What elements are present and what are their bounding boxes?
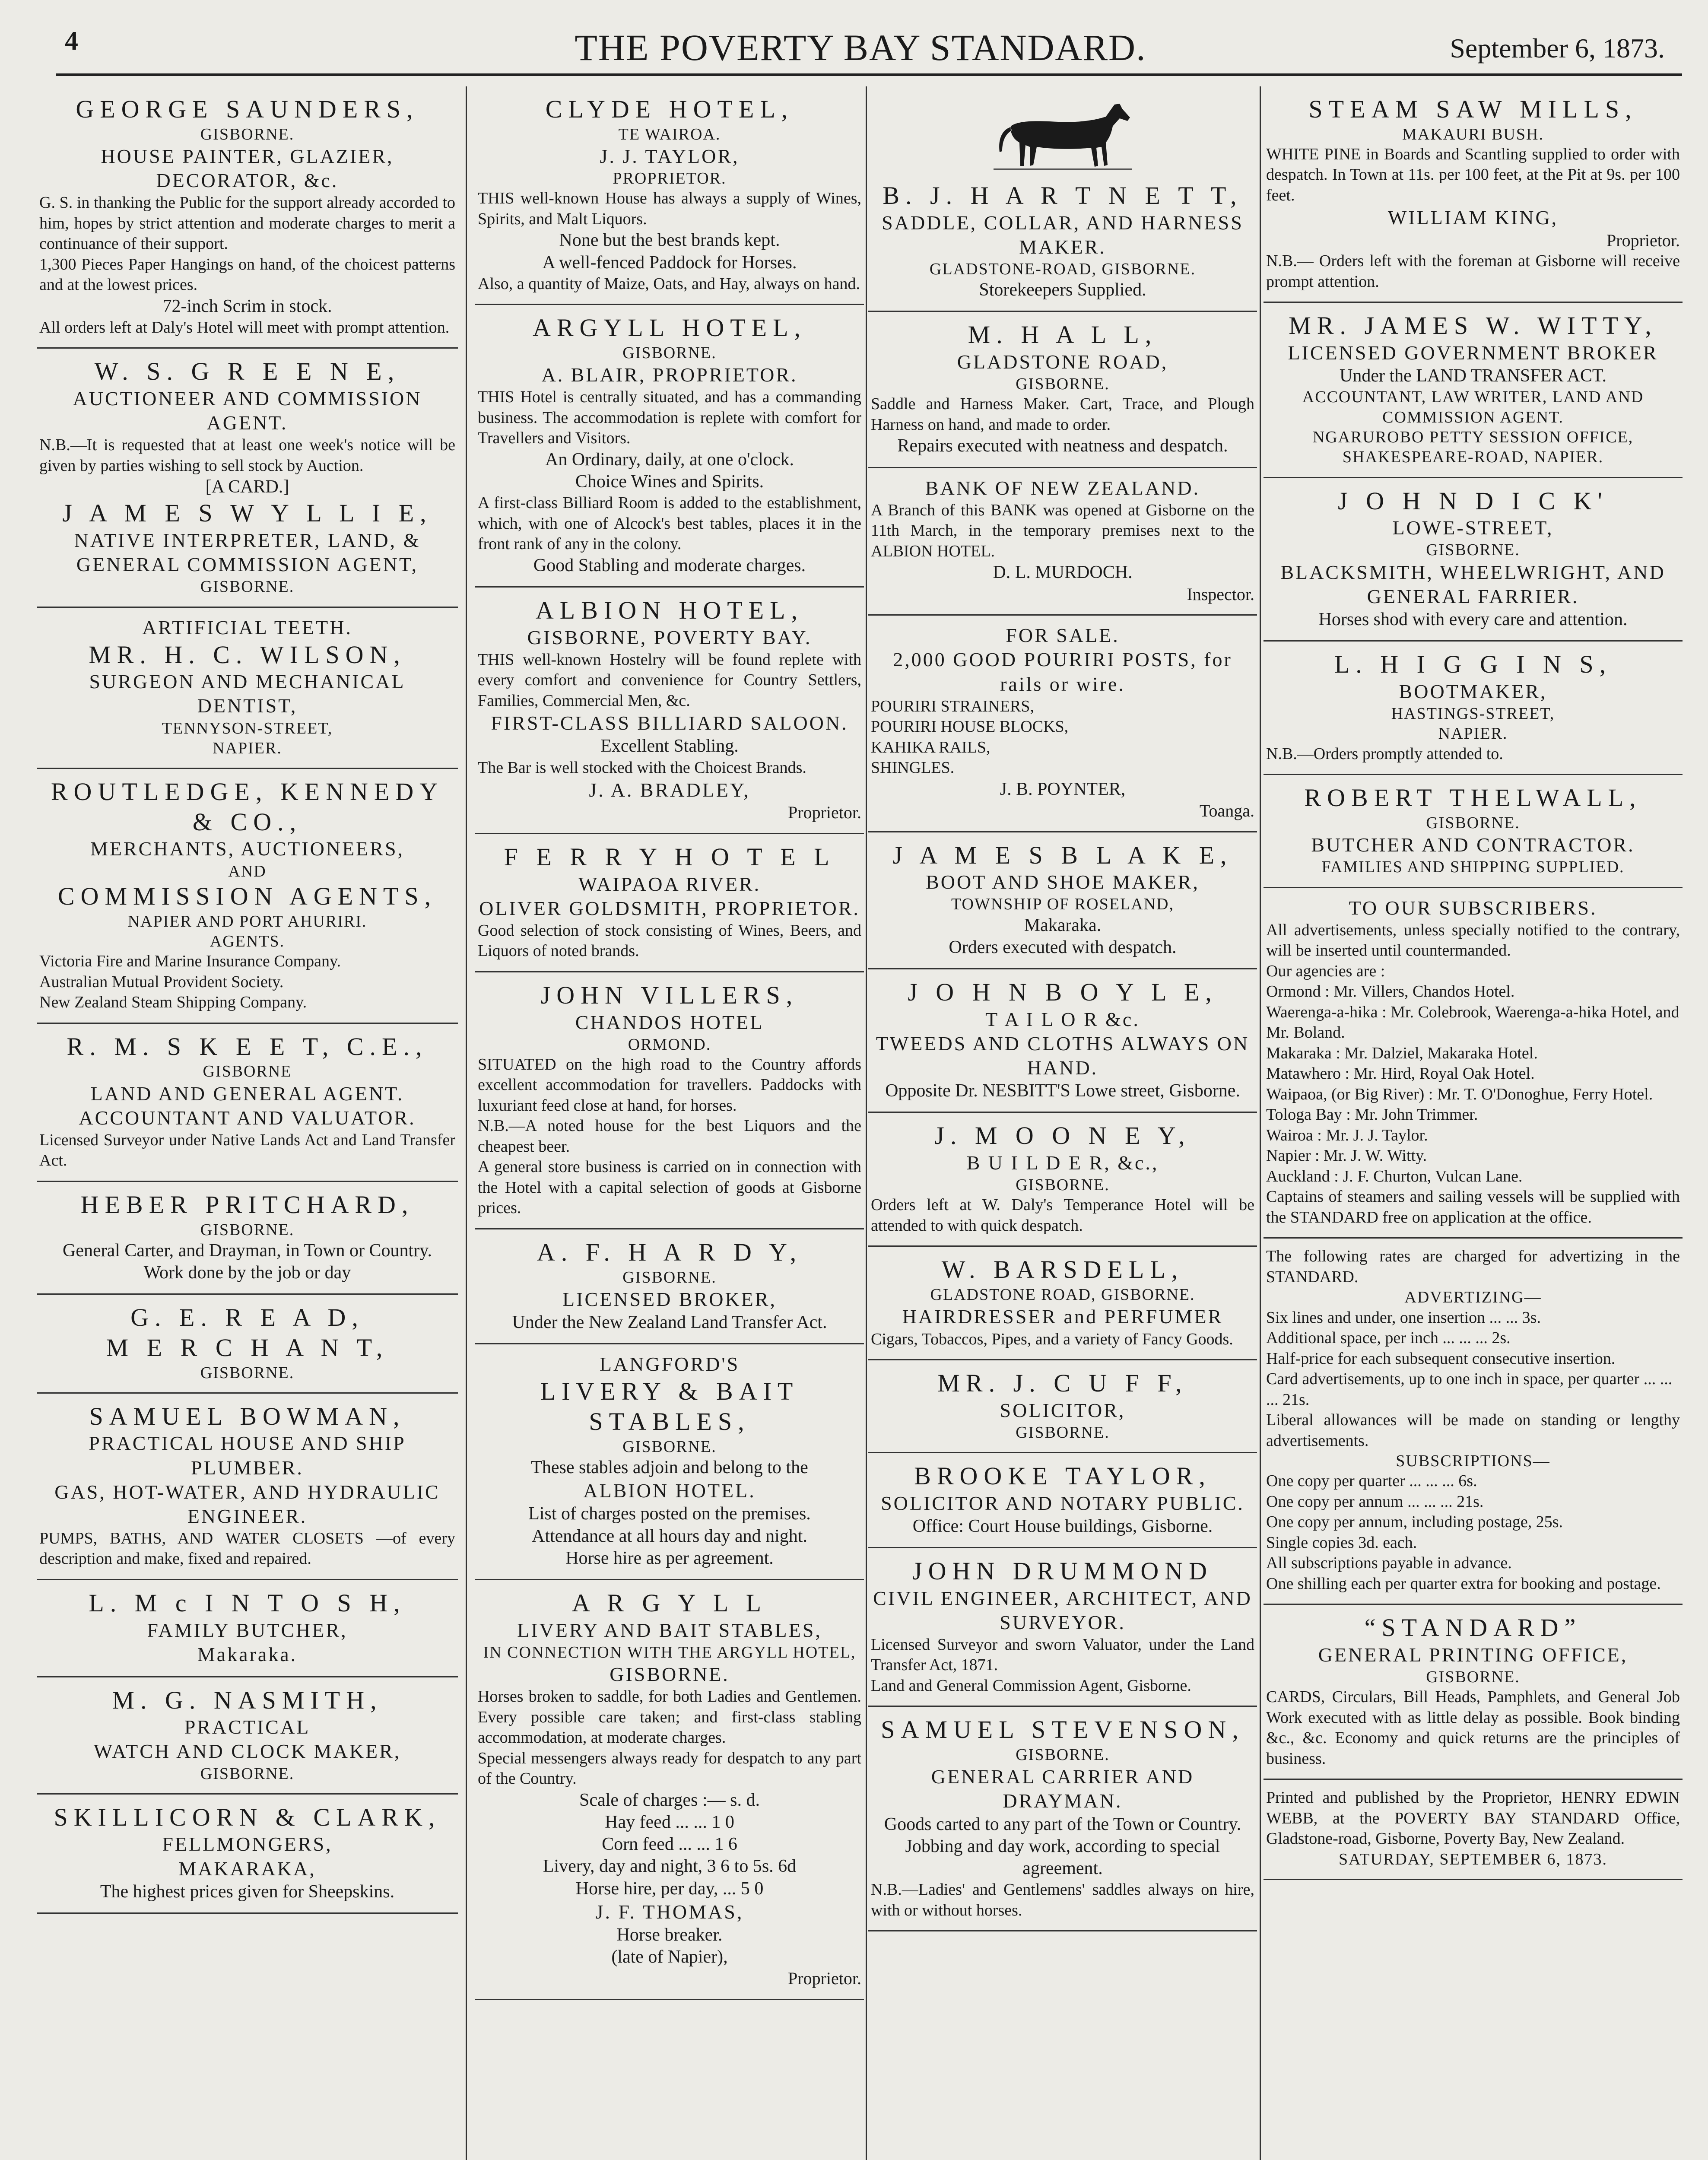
ad-line: Work done by the job or day: [143, 1263, 351, 1283]
ad-line: J. M O O N E Y,: [934, 1121, 1191, 1150]
ad-line: GISBORNE.: [622, 1268, 717, 1286]
ad-line: LOWE-STREET,: [1392, 517, 1554, 539]
advertisement: [475, 1344, 864, 1580]
ad-line: N.B.—It is requested that at least one week's notice will be given by parties wishing to sell stock by Auction.: [39, 436, 455, 475]
ad-line: NAPIER.: [213, 739, 282, 757]
ad-line: Card advertisements, up to one inch in space, per quarter ... ... ... 21s.: [1266, 1370, 1673, 1409]
ad-line: “STANDARD”: [1364, 1614, 1582, 1642]
ad-line: An Ordinary, daily, at one o'clock.: [545, 449, 794, 470]
ad-line: WAIPAOA RIVER.: [578, 873, 761, 895]
ad-line: Proprietor.: [1606, 230, 1680, 250]
ad-line: Saddle and Harness Maker. Cart, Trace, and Plough Harness on hand, and made to order.: [871, 395, 1254, 434]
ad-line: J O H N B O Y L E,: [908, 978, 1218, 1007]
ad-line: ADVERTIZING—: [1404, 1288, 1542, 1307]
advertisement: [868, 1707, 1257, 1931]
ad-line: Horse hire, per day, ... 5 0: [575, 1878, 764, 1899]
ad-line: Makaraka : Mr. Dalziel, Makaraka Hotel.: [1266, 1044, 1538, 1062]
ad-line: GLADSTONE-ROAD, GISBORNE.: [929, 260, 1196, 278]
ad-line: SATURDAY, SEPTEMBER 6, 1873.: [1339, 1850, 1607, 1868]
ad-line: FAMILIES AND SHIPPING SUPPLIED.: [1321, 858, 1625, 877]
ad-line: Six lines and under, one insertion ... ... 3s.: [1266, 1308, 1541, 1327]
ad-line: LIVERY & BAIT STABLES,: [540, 1377, 799, 1436]
ad-line: GLADSTONE ROAD,: [957, 351, 1168, 373]
ad-line: These stables adjoin and belong to the: [531, 1457, 808, 1477]
ad-line: HAIRDRESSER and PERFUMER: [902, 1306, 1223, 1328]
ad-line: SITUATED on the high road to the Country affords excellent accommodation for travellers. Paddocks with luxuriant feed close at hand, for horses.: [478, 1055, 861, 1115]
ad-line: Special messengers always ready for despatch to any part of the Country.: [478, 1749, 861, 1788]
column-1: [37, 86, 458, 2160]
ad-line: SURGEON AND MECHANICAL DENTIST,: [89, 670, 406, 717]
advertisement: [475, 834, 864, 972]
advertisement: [37, 769, 458, 1023]
column-divider: [1260, 86, 1261, 2160]
ad-line: MR. JAMES W. WITTY,: [1289, 311, 1657, 340]
ad-line: All subscriptions payable in advance.: [1266, 1554, 1512, 1572]
ad-line: Single copies 3d. each.: [1266, 1533, 1417, 1552]
ad-line: Hay feed ... ... 1 0: [605, 1812, 734, 1832]
ad-line: Ormond : Mr. Villers, Chandos Hotel.: [1266, 982, 1515, 1001]
ad-line: J O H N D I C K': [1338, 486, 1608, 515]
ad-line: NGARUROBO PETTY SESSION OFFICE,: [1312, 428, 1634, 447]
ad-line: ROBERT THELWALL,: [1304, 784, 1642, 812]
ad-line: SAMUEL STEVENSON,: [881, 1715, 1244, 1744]
ad-line: BLACKSMITH, WHEELWRIGHT, AND GENERAL FARRIER.: [1280, 561, 1666, 607]
ad-line: TOWNSHIP OF ROSELAND,: [951, 895, 1174, 914]
ad-line: LICENSED GOVERNMENT BROKER: [1288, 341, 1658, 364]
ad-line: GISBORNE.: [622, 1437, 717, 1456]
ad-line: Under the New Zealand Land Transfer Act.: [512, 1312, 827, 1333]
ad-line: MERCHANTS, AUCTIONEERS,: [90, 838, 405, 860]
ad-line: L. H I G G I N S,: [1334, 650, 1612, 679]
ad-line: SKILLICORN & CLARK,: [54, 1803, 441, 1831]
ad-line: M E R C H A N T,: [106, 1333, 389, 1362]
ad-line: Proprietor.: [788, 1969, 861, 1988]
ad-line: SHAKESPEARE-ROAD, NAPIER.: [1342, 448, 1604, 467]
ad-line: ORMOND.: [628, 1035, 711, 1054]
advertisement: [475, 588, 864, 834]
advertisement: [868, 832, 1257, 970]
ad-line: Tologa Bay : Mr. John Trimmer.: [1266, 1105, 1478, 1124]
advertisement: [37, 608, 458, 769]
ad-line: MR. H. C. WILSON,: [89, 640, 406, 669]
ad-line: TO OUR SUBSCRIBERS.: [1349, 896, 1597, 919]
ad-line: None but the best brands kept.: [559, 230, 780, 251]
ad-line: B. J. H A R T N E T T,: [883, 181, 1243, 210]
ad-line: J. F. THOMAS,: [595, 1900, 744, 1923]
advertisement: [37, 1182, 458, 1295]
ad-line: Matawhero : Mr. Hird, Royal Oak Hotel.: [1266, 1064, 1535, 1083]
ad-line: LAND AND GENERAL AGENT.: [90, 1082, 404, 1105]
ad-line: BOOTMAKER,: [1399, 680, 1547, 702]
ad-line: Scale of charges :— s. d.: [579, 1790, 760, 1810]
advertisement: [37, 86, 458, 349]
ad-line: JOHN VILLERS,: [540, 981, 799, 1009]
ad-line: J. J. TAYLOR,: [600, 145, 740, 167]
ad-line: MAKARAKA,: [178, 1857, 316, 1880]
ad-line: HOUSE PAINTER, GLAZIER, DECORATOR, &c.: [101, 145, 394, 192]
advertisement: [1264, 1239, 1683, 1605]
ad-line: WILLIAM KING,: [1387, 206, 1559, 229]
advertisement: [37, 1024, 458, 1182]
page-header: [30, 9, 1691, 73]
ad-line: Opposite Dr. NESBITT'S Lowe street, Gisborne.: [885, 1081, 1240, 1101]
ad-line: Under the LAND TRANSFER ACT.: [1340, 366, 1606, 386]
ad-line: TE WAIROA.: [618, 125, 721, 143]
advertisement: [868, 616, 1257, 832]
advertisement: [1264, 303, 1683, 478]
ad-line: GEORGE SAUNDERS,: [76, 95, 419, 123]
ad-line: BROOKE TAYLOR,: [914, 1462, 1211, 1490]
ad-line: Excellent Stabling.: [600, 736, 739, 756]
ad-line: GISBORNE.: [200, 578, 295, 596]
column-divider: [866, 86, 867, 2160]
ad-line: A general store business is carried on in connection with the Hotel with a capital selection of goods at Gisborne prices.: [478, 1158, 861, 1217]
ad-line: ARGYLL HOTEL,: [532, 314, 807, 342]
column-3: [868, 86, 1257, 2160]
advertisement: [1264, 888, 1683, 1239]
column-divider: [466, 86, 467, 2160]
ad-line: (late of Napier),: [611, 1947, 728, 1967]
advertisement: [37, 1295, 458, 1394]
ad-line: Napier : Mr. J. W. Witty.: [1266, 1147, 1427, 1165]
ad-line: Half-price for each subsequent consecutive insertion.: [1266, 1349, 1616, 1368]
ad-line: Additional space, per inch ... ... ... 2s.: [1266, 1329, 1511, 1347]
ad-line: Office: Court House buildings, Gisborne.: [912, 1516, 1213, 1536]
ad-line: Waipaoa, (or Big River) : Mr. T. O'Donoghue, Ferry Hotel.: [1266, 1085, 1653, 1103]
ad-line: Storekeepers Supplied.: [979, 280, 1146, 300]
ad-line: J A M E S B L A K E,: [892, 841, 1233, 869]
ad-line: Orders executed with despatch.: [949, 937, 1177, 957]
ad-line: Our agencies are :: [1266, 962, 1385, 980]
advertisement: [868, 1453, 1257, 1548]
ad-line: Orders left at W. Daly's Temperance Hotel will be attended to with quick despatch.: [871, 1196, 1254, 1235]
advertisement: [868, 1360, 1257, 1453]
ad-line: SUBSCRIPTIONS—: [1396, 1452, 1550, 1471]
ad-line: Choice Wines and Spirits.: [575, 472, 764, 492]
advertisement: [868, 1113, 1257, 1247]
advertisement: [868, 969, 1257, 1113]
page-number: 4: [65, 26, 78, 56]
ad-line: SOLICITOR AND NOTARY PUBLIC.: [881, 1492, 1244, 1514]
ad-line: W. BARSDELL,: [941, 1255, 1184, 1284]
ad-line: ALBION HOTEL,: [535, 596, 804, 625]
ad-line: GISBORNE.: [1426, 813, 1520, 832]
ad-line: ACCOUNTANT AND VALUATOR.: [79, 1106, 416, 1129]
ad-line: Also, a quantity of Maize, Oats, and Hay, always on hand.: [478, 274, 860, 293]
ad-line: D. L. MURDOCH.: [993, 562, 1133, 583]
ad-line: SOLICITOR,: [1000, 1399, 1126, 1421]
ad-line: GISBORNE: [203, 1062, 292, 1081]
ad-line: PROPRIETOR.: [613, 169, 727, 188]
ad-line: COMMISSION AGENTS,: [57, 882, 437, 910]
ad-line: Makaraka.: [1024, 915, 1102, 935]
ad-line: Wairoa : Mr. J. J. Taylor.: [1266, 1126, 1428, 1144]
advertisement: [868, 468, 1257, 616]
ad-line: N.B.—A noted house for the best Liquors and the cheapest beer.: [478, 1117, 861, 1156]
ad-line: TENNYSON-STREET,: [162, 719, 333, 737]
ad-line: NAPIER AND PORT AHURIRI.: [127, 912, 367, 931]
ad-line: Waerenga-a-hika : Mr. Colebrook, Waerenga-a-hika Hotel, and Mr. Boland.: [1266, 1003, 1679, 1042]
ad-line: HEBER PRITCHARD,: [80, 1190, 414, 1219]
ad-line: Good selection of stock consisting of Wines, Beers, and Liquors of noted brands.: [478, 921, 861, 960]
ad-line: Attendance at all hours day and night.: [532, 1526, 807, 1546]
ad-line: AUCTIONEER AND COMMISSION AGENT.: [73, 388, 422, 434]
ad-line: Horses broken to saddle, for both Ladies and Gentlemen. Every possible care taken; and first-class stabling accommodation, at moderate charges.: [478, 1687, 861, 1747]
ad-line: The highest prices given for Sheepskins.: [100, 1881, 395, 1902]
ad-line: WATCH AND CLOCK MAKER,: [93, 1740, 401, 1763]
ad-line: ROUTLEDGE, KENNEDY & CO.,: [51, 778, 444, 836]
ad-line: M. G. NASMITH,: [112, 1686, 383, 1714]
ad-line: List of charges posted on the premises.: [528, 1504, 811, 1524]
ad-line: G. E. R E A D,: [130, 1303, 364, 1332]
ad-line: Proprietor.: [788, 803, 861, 823]
ad-line: GISBORNE.: [1016, 1423, 1110, 1442]
ad-line: LIVERY AND BAIT STABLES,: [517, 1619, 822, 1641]
ad-line: JOHN DRUMMOND: [912, 1557, 1213, 1585]
advertisement: [475, 1580, 864, 2000]
ad-line: MR. J. C U F F,: [937, 1369, 1188, 1398]
ad-line: R. M. S K E E T, C.E.,: [67, 1032, 428, 1061]
advertisement: [868, 86, 1257, 312]
ad-line: A first-class Billiard Room is added to the establishment, which, with one of Alcock's best tables, places it in the front rank of any in the colony.: [478, 494, 861, 553]
ad-line: Victoria Fire and Marine Insurance Company.: [39, 952, 341, 971]
ad-line: TWEEDS AND CLOTHS ALWAYS ON HAND.: [876, 1032, 1250, 1079]
ad-line: 1,300 Pieces Paper Hangings on hand, of the choicest patterns and at the lowest prices.: [39, 255, 455, 294]
ad-line: L. M c I N T O S H,: [89, 1588, 406, 1617]
ad-line: GENERAL PRINTING OFFICE,: [1318, 1644, 1628, 1666]
ad-line: 72-inch Scrim in stock.: [162, 296, 332, 316]
ad-line: CHANDOS HOTEL: [575, 1011, 764, 1033]
ad-line: Jobbing and day work, according to special agreement.: [905, 1836, 1220, 1878]
ad-line: J. B. POYNTER,: [1000, 779, 1126, 799]
advertisement: [37, 1795, 458, 1914]
advertisement: [37, 1580, 458, 1677]
ad-line: GISBORNE.: [610, 1663, 730, 1686]
ad-line: GISBORNE.: [200, 1764, 295, 1783]
ad-line: Horse breaker.: [616, 1925, 723, 1945]
ad-line: FAMILY BUTCHER,: [147, 1619, 348, 1641]
header-rule: [56, 73, 1682, 76]
ad-line: CIVIL ENGINEER, ARCHITECT, AND SURVEYOR.: [873, 1587, 1252, 1633]
ad-line: Liberal allowances will be made on standing or lengthy advertisements.: [1266, 1411, 1680, 1450]
ad-line: THIS well-known House has always a supply of Wines, Spirits, and Malt Liquors.: [478, 189, 861, 228]
ad-line: WHITE PINE in Boards and Scantling supplied to order with despatch. In Town at 11s. per 100 feet, at the Pit at 9s. per 100 feet.: [1266, 145, 1680, 204]
ad-line: KAHIKA RAILS,: [871, 738, 991, 756]
ad-line: Cigars, Tobaccos, Pipes, and a variety of Fancy Goods.: [871, 1330, 1233, 1348]
advertisement: [37, 1394, 458, 1580]
column-4: [1264, 86, 1683, 2160]
advertisement: [1264, 86, 1683, 303]
ad-line: IN CONNECTION WITH THE ARGYLL HOTEL,: [483, 1643, 856, 1661]
ad-line: 2,000 GOOD POURIRI POSTS, for rails or wire.: [893, 648, 1232, 695]
ad-line: AND: [228, 862, 267, 880]
ad-line: PRACTICAL: [184, 1716, 311, 1738]
ad-line: FIRST-CLASS BILLIARD SALOON.: [491, 712, 848, 734]
ad-line: B U I L D E R, &c.,: [966, 1151, 1159, 1174]
ad-line: GENERAL CARRIER AND DRAYMAN.: [931, 1766, 1194, 1812]
advertisement: [868, 312, 1257, 468]
ad-line: All orders left at Daly's Hotel will meet with prompt attention.: [39, 318, 450, 337]
ad-line: HASTINGS-STREET,: [1391, 704, 1555, 723]
advertisement: [37, 349, 458, 607]
ad-line: Captains of steamers and sailing vessels will be supplied with the STANDARD free on application at the office.: [1266, 1188, 1680, 1226]
advertisement: [37, 1677, 458, 1795]
ad-line: FELLMONGERS,: [162, 1833, 333, 1855]
ad-line: ALBION HOTEL.: [583, 1480, 756, 1502]
ad-line: N.B.—Orders promptly attended to.: [1266, 744, 1503, 763]
ad-line: Horse hire as per agreement.: [565, 1548, 774, 1568]
ad-line: BANK OF NEW ZEALAND.: [925, 476, 1200, 499]
ad-line: Auckland : J. F. Churton, Vulcan Lane.: [1266, 1167, 1523, 1185]
ad-line: SAMUEL BOWMAN,: [89, 1402, 406, 1430]
ad-line: GISBORNE.: [1016, 1176, 1110, 1194]
ad-line: Inspector.: [1187, 584, 1254, 604]
ad-line: Horses shod with every care and attention.: [1318, 610, 1628, 630]
ad-line: A. BLAIR, PROPRIETOR.: [541, 364, 798, 386]
ad-line: One copy per annum, including postage, 25s.: [1266, 1513, 1563, 1531]
advertisement: [1264, 478, 1683, 642]
ad-line: New Zealand Steam Shipping Company.: [39, 993, 307, 1012]
ad-line: GISBORNE, POVERTY BAY.: [527, 626, 812, 648]
ad-line: Livery, day and night, 3 6 to 5s. 6d: [543, 1856, 797, 1877]
ad-line: N.B.—Ladies' and Gentlemens' saddles always on hire, with or without horses.: [871, 1880, 1254, 1919]
advertisement: [475, 1229, 864, 1344]
ad-line: Licensed Surveyor and sworn Valuator, under the Land Transfer Act, 1871.: [871, 1635, 1254, 1674]
ad-line: One shilling each per quarter extra for booking and postage.: [1266, 1574, 1661, 1593]
advertisement: [475, 972, 864, 1229]
ad-line: N.B.— Orders left with the foreman at Gisborne will receive prompt attention.: [1266, 252, 1680, 291]
ad-line: [A CARD.]: [205, 477, 289, 497]
ad-line: W. S. G R E E N E,: [94, 357, 400, 386]
ad-line: STEAM SAW MILLS,: [1308, 95, 1638, 123]
ad-line: Australian Mutual Provident Society.: [39, 972, 284, 991]
ad-line: CLYDE HOTEL,: [545, 95, 794, 123]
advertisement: [475, 305, 864, 588]
ad-line: POURIRI HOUSE BLOCKS,: [871, 718, 1069, 736]
ad-line: Goods carted to any part of the Town or Country.: [884, 1814, 1241, 1834]
ad-line: GISBORNE.: [200, 1363, 295, 1382]
ad-line: Repairs executed with neatness and despatch.: [897, 436, 1228, 456]
ad-line: POURIRI STRAINERS,: [871, 697, 1034, 715]
ad-line: SADDLE, COLLAR, AND HARNESS MAKER.: [882, 211, 1244, 258]
masthead-title: THE POVERTY BAY STANDARD.: [575, 27, 1146, 68]
ad-line: LICENSED BROKER,: [562, 1288, 777, 1310]
ad-line: Land and General Commission Agent, Gisborne.: [871, 1676, 1191, 1695]
ad-line: MAKAURI BUSH.: [1402, 125, 1544, 143]
ad-line: ACCOUNTANT, LAW WRITER, LAND AND COMMISSION AGENT.: [1302, 388, 1644, 426]
ad-line: GISBORNE.: [200, 125, 295, 143]
ad-line: OLIVER GOLDSMITH, PROPRIETOR.: [479, 897, 860, 919]
ad-line: A well-fenced Paddock for Horses.: [542, 252, 797, 273]
ad-line: Corn feed ... ... 1 6: [602, 1834, 737, 1855]
advertisement: [1264, 1605, 1683, 1780]
ad-line: GISBORNE.: [622, 343, 717, 362]
ad-line: All advertisements, unless specially notified to the contrary, will be inserted until countermanded.: [1266, 921, 1680, 960]
ad-line: G. S. in thanking the Public for the support already accorded to him, hopes by strict attention and moderate charges to merit a continuance of their support.: [39, 194, 455, 253]
ad-line: Good Stabling and moderate charges.: [533, 555, 806, 575]
ad-line: ARTIFICIAL TEETH.: [142, 616, 352, 638]
ad-line: F E R R Y H O T E L: [504, 843, 835, 871]
issue-date: September 6, 1873.: [1450, 33, 1665, 64]
ad-line: T A I L O R &c.: [985, 1008, 1140, 1030]
ad-line: J. A. BRADLEY,: [589, 779, 750, 801]
advertisement: [1264, 1780, 1683, 1880]
ad-line: GISBORNE.: [1016, 1745, 1110, 1764]
advertisement: [1264, 642, 1683, 775]
ad-line: THIS Hotel is centrally situated, and has a commanding business. The accommodation is replete with comfort for Travellers and Visitors.: [478, 388, 861, 448]
ad-line: CARDS, Circulars, Bill Heads, Pamphlets, and General Job Work executed with as little delay as possible. Book binding &c., &c. Economy and quick returns are the principles of business.: [1266, 1688, 1680, 1768]
ad-line: BUTCHER AND CONTRACTOR.: [1311, 834, 1635, 856]
ad-line: FOR SALE.: [1006, 624, 1120, 647]
ad-line: GISBORNE.: [1426, 541, 1520, 559]
ad-line: GISBORNE.: [1426, 1668, 1520, 1687]
advertisement: [475, 86, 864, 305]
ad-line: BOOT AND SHOE MAKER,: [926, 871, 1200, 893]
ad-line: One copy per annum ... ... ... 21s.: [1266, 1492, 1484, 1511]
advertisement: [1264, 775, 1683, 888]
ad-line: GISBORNE.: [1016, 375, 1110, 394]
column-2: [475, 86, 864, 2160]
ad-line: General Carter, and Drayman, in Town or Country.: [63, 1240, 432, 1261]
ad-line: AGENTS.: [210, 932, 285, 950]
ad-line: PRACTICAL HOUSE AND SHIP PLUMBER.: [89, 1432, 406, 1479]
ad-line: GISBORNE.: [200, 1220, 295, 1239]
ad-line: The following rates are charged for advertizing in the STANDARD.: [1266, 1247, 1680, 1286]
ad-line: PUMPS, BATHS, AND WATER CLOSETS —of every description and make, fixed and repaired.: [39, 1529, 455, 1568]
ad-line: A Branch of this BANK was opened at Gisborne on the 11th March, in the temporary premises next to the ALBION HOTEL.: [871, 501, 1254, 560]
ad-line: Toanga.: [1199, 800, 1254, 820]
ad-line: GAS, HOT-WATER, AND HYDRAULIC ENGINEER.: [54, 1480, 440, 1527]
ad-line: A R G Y L L: [571, 1588, 768, 1617]
ad-line: A. F. H A R D Y,: [537, 1238, 803, 1266]
ad-line: The Bar is well stocked with the Choicest Brands.: [478, 758, 806, 777]
ad-line: GLADSTONE ROAD, GISBORNE.: [930, 1286, 1195, 1304]
ad-line: SHINGLES.: [871, 759, 955, 777]
ad-line: LANGFORD'S: [599, 1353, 740, 1375]
horse-illustration: [985, 96, 1140, 178]
ad-line: Licensed Surveyor under Native Lands Act and Land Transfer Act.: [39, 1131, 455, 1170]
ad-line: THIS well-known Hostelry will be found replete with every comfort and convenience for Country Settlers, Families, Commercial Men, &c.: [478, 650, 861, 710]
ad-line: One copy per quarter ... ... ... 6s.: [1266, 1472, 1477, 1490]
advertisement: [868, 1247, 1257, 1360]
advertisement: [868, 1548, 1257, 1707]
ad-line: Makaraka.: [197, 1643, 298, 1665]
ad-line: M. H A L L,: [968, 321, 1158, 349]
ad-line: NATIVE INTERPRETER, LAND, & GENERAL COMMISSION AGENT,: [74, 529, 421, 576]
ad-line: J A M E S W Y L L I E,: [62, 499, 432, 527]
ad-line: Printed and published by the Proprietor, HENRY EDWIN WEBB, at the POVERTY BAY STANDARD Office, Gladstone-road, Gisborne, Poverty Bay, New Zealand.: [1266, 1788, 1680, 1848]
ad-line: NAPIER.: [1438, 724, 1508, 743]
